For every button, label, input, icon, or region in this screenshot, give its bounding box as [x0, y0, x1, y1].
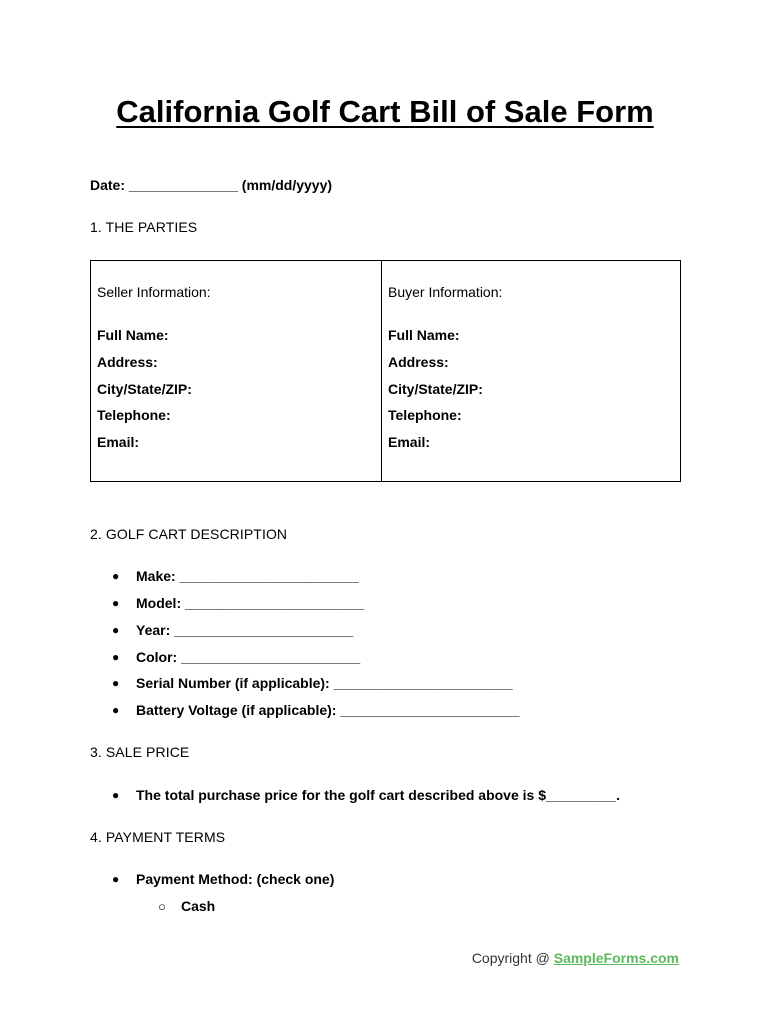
- description-item-text: Battery Voltage (if applicable): _______________________: [136, 702, 520, 718]
- payment-method-item: [112, 871, 334, 887]
- seller-full-name-label: Full Name:: [97, 327, 169, 343]
- section-heading-description: 2. GOLF CART DESCRIPTION: [90, 526, 288, 542]
- description-item-serial-number: [112, 675, 513, 691]
- section-heading-sale-price: 3. SALE PRICE: [90, 744, 190, 760]
- date-line: Date: ______________ (mm/dd/yyyy): [90, 177, 333, 193]
- section-heading-payment: 4. PAYMENT TERMS: [90, 829, 226, 845]
- buyer-full-name-label: Full Name:: [388, 327, 460, 343]
- buyer-address-label: Address:: [388, 354, 449, 370]
- bullet-icon: ●: [112, 596, 120, 610]
- bullet-icon: ●: [112, 788, 120, 802]
- copyright-prefix: Copyright @: [471, 950, 554, 966]
- description-item-text: Year: _______________________: [136, 622, 354, 638]
- circle-bullet-icon: ○: [158, 898, 166, 914]
- bullet-icon: ●: [112, 676, 120, 690]
- document-title: [0, 94, 770, 130]
- bullet-icon: ●: [112, 703, 120, 717]
- bullet-icon: ●: [112, 623, 120, 637]
- description-item-text: Make: _______________________: [136, 568, 359, 584]
- sale-price-item: [112, 787, 620, 803]
- seller-telephone-label: Telephone:: [97, 407, 171, 423]
- buyer-telephone-label: Telephone:: [388, 407, 462, 423]
- seller-address-label: Address:: [97, 354, 158, 370]
- payment-method-label: Payment Method: (check one): [136, 871, 335, 887]
- description-item-battery-voltage: [112, 702, 519, 718]
- copyright-footer: [472, 950, 679, 966]
- bullet-icon: ●: [112, 650, 120, 664]
- bullet-icon: ●: [112, 872, 120, 886]
- seller-email-label: Email:: [97, 434, 140, 450]
- description-item-text: Serial Number (if applicable): _______________________: [136, 675, 513, 691]
- description-item-year: [112, 622, 353, 638]
- description-item-text: Model: _______________________: [136, 595, 365, 611]
- seller-column: [91, 261, 382, 481]
- brand-link[interactable]: SampleForms.com: [553, 950, 679, 966]
- buyer-email-label: Email:: [388, 434, 431, 450]
- seller-city-state-zip-label: City/State/ZIP:: [97, 381, 192, 397]
- parties-table: [90, 260, 681, 482]
- payment-option-cash: [158, 898, 215, 914]
- description-item-model: [112, 595, 364, 611]
- buyer-column: [382, 261, 680, 481]
- seller-heading: Seller Information:: [97, 284, 211, 300]
- description-item-text: Color: _______________________: [136, 649, 361, 665]
- payment-option-label: Cash: [181, 898, 216, 914]
- section-heading-parties: 1. THE PARTIES: [90, 219, 198, 235]
- description-item-make: [112, 568, 359, 584]
- buyer-heading: Buyer Information:: [388, 284, 503, 300]
- description-item-color: [112, 649, 360, 665]
- document-title-text: California Golf Cart Bill of Sale Form: [116, 94, 654, 129]
- buyer-city-state-zip-label: City/State/ZIP:: [388, 381, 483, 397]
- bullet-icon: ●: [112, 569, 120, 583]
- sale-price-text: The total purchase price for the golf cart described above is $_________.: [136, 787, 620, 803]
